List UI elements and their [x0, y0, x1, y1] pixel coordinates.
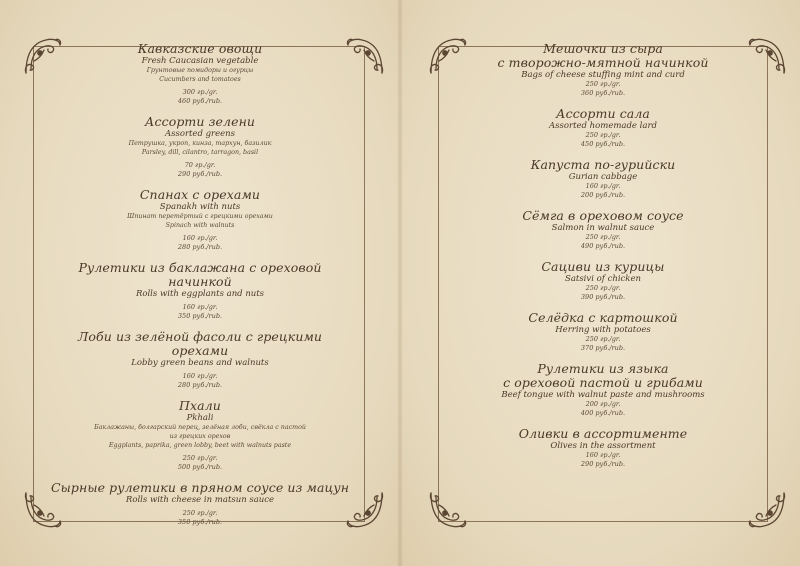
dish-price: 350 руб./rub.: [177, 518, 223, 526]
dish-price: 500 руб./rub.: [177, 463, 223, 471]
dish-title-ru: Ассорти зелени: [144, 114, 256, 129]
menu-item: [450, 260, 756, 302]
dish-title-en: Rolls with cheese in matsun sauce: [125, 495, 275, 505]
dish-title-en: Spanakh with nuts: [159, 202, 241, 212]
dish-title-en: Pkhali: [186, 413, 214, 423]
dish-description-ru: Грунтовые помидоры и огурцы: [146, 67, 254, 74]
dish-title-ru: Оливки в ассортименте: [518, 426, 688, 441]
dish-price: 370 руб./rub.: [580, 344, 626, 352]
dish-price: 400 руб./rub.: [580, 409, 626, 417]
dish-title-en: Assorted greens: [164, 129, 236, 139]
dish-title-ru: Сёмга в ореховом соусе: [522, 208, 684, 223]
dish-title-en: Rolls with eggplants and nuts: [135, 289, 265, 299]
dish-title-ru: Сырные рулетики в пряном соусе из мацун: [50, 480, 350, 495]
left-menu-list: [48, 42, 352, 536]
dish-price: 460 руб./rub.: [177, 97, 223, 105]
dish-description-ru: Шпинат перетёртый с грецкими орехами: [127, 213, 273, 220]
dish-title-ru: Кавказские овощи: [137, 41, 263, 56]
dish-weight: 250 гр./gr.: [585, 233, 621, 241]
dish-description-ru: Баклажаны, болгарский перец, зелёная лоби, свёкла с пастой: [94, 424, 306, 431]
dish-description-ru-line2: из грецких орехов: [169, 433, 231, 440]
dish-weight: 200 гр./gr.: [585, 400, 621, 408]
dish-title-en: Fresh Caucasian vegetable: [141, 56, 259, 66]
dish-weight: 70 гр./gr.: [184, 161, 216, 169]
dish-title-ru: Рулетики из языка: [537, 361, 669, 376]
page-fold: [397, 0, 403, 566]
dish-price: 350 руб./rub.: [177, 312, 223, 320]
dish-weight: 160 гр./gr.: [182, 372, 218, 380]
dish-price: 450 руб./rub.: [580, 140, 626, 148]
menu-item: [48, 261, 352, 321]
dish-weight: 300 гр./gr.: [182, 88, 218, 96]
dish-price: 360 руб./rub.: [580, 89, 626, 97]
corner-ornament-icon: [427, 489, 469, 531]
menu-item: [450, 107, 756, 149]
dish-weight: 160 гр./gr.: [585, 451, 621, 459]
dish-description-en: Cucumbers and tomatoes: [159, 76, 241, 83]
dish-title-ru: Пхали: [179, 398, 221, 413]
menu-item: [48, 42, 352, 106]
dish-description-ru: Петрушка, укроп, кинза, тархун, базилик: [128, 140, 272, 147]
dish-title-en: Gurian cabbage: [568, 172, 638, 182]
dish-title-ru: Селёдка с картошкой: [528, 310, 678, 325]
menu-item: [48, 330, 352, 390]
dish-title-ru: Мешочки из сыра: [543, 41, 663, 56]
dish-title-en: Lobby green beans and walnuts: [131, 358, 269, 368]
dish-title-en: Bags of cheese stuffing mint and curd: [521, 70, 685, 80]
dish-title-en: Salmon in walnut sauce: [551, 223, 655, 233]
dish-price: 290 руб./rub.: [580, 460, 626, 468]
dish-weight: 250 гр./gr.: [182, 509, 218, 517]
dish-weight: 250 гр./gr.: [585, 131, 621, 139]
dish-price: 390 руб./rub.: [580, 293, 626, 301]
dish-description-en: Eggplants, paprika, green lobby, beet with walnuts paste: [108, 442, 292, 449]
dish-weight: 250 гр./gr.: [585, 284, 621, 292]
dish-weight: 250 гр./gr.: [585, 335, 621, 343]
dish-title-ru: Капуста по-гурийски: [530, 157, 676, 172]
dish-price: 280 руб./rub.: [177, 381, 223, 389]
right-menu-list: [450, 42, 756, 478]
menu-item: [450, 209, 756, 251]
dish-title-en: Satsivi of chicken: [565, 274, 641, 284]
dish-title-ru-line2: с творожно-мятной начинкой: [497, 55, 709, 70]
menu-item: [450, 42, 756, 98]
dish-weight: 250 гр./gr.: [585, 80, 621, 88]
dish-title-en: Assorted homemade lard: [549, 121, 657, 131]
dish-description-en: Parsley, dill, cilantro, tarragon, basil: [141, 149, 259, 156]
dish-title-en: Beef tongue with walnut paste and mushrooms: [501, 390, 705, 400]
menu-item: [450, 427, 756, 469]
dish-title-ru: Сациви из курицы: [541, 259, 665, 274]
dish-price: 280 руб./rub.: [177, 243, 223, 251]
dish-title-ru: Ассорти сала: [556, 106, 650, 121]
dish-weight: 250 гр./gr.: [182, 454, 218, 462]
menu-item: [450, 311, 756, 353]
dish-weight: 160 гр./gr.: [585, 182, 621, 190]
corner-ornament-icon: [746, 489, 788, 531]
dish-title-ru-line2: с ореховой пастой и грибами: [503, 375, 703, 390]
dish-weight: 160 гр./gr.: [182, 303, 218, 311]
menu-item: [450, 158, 756, 200]
dish-title-ru: Спанах с орехами: [139, 187, 261, 202]
menu-item: [48, 481, 352, 527]
menu-item: [450, 362, 756, 418]
menu-item: [48, 399, 352, 472]
dish-price: 490 руб./rub.: [580, 242, 626, 250]
dish-title-ru: Лоби из зелёной фасоли с грецкими орехами: [77, 329, 323, 358]
dish-price: 200 руб./rub.: [580, 191, 626, 199]
dish-description-en: Spinach with walnuts: [165, 222, 235, 229]
menu-item: [48, 188, 352, 252]
dish-title-en: Herring with potatoes: [555, 325, 651, 335]
dish-price: 290 руб./rub.: [177, 170, 223, 178]
dish-weight: 160 гр./gr.: [182, 234, 218, 242]
dish-title-en: Olives in the assortment: [550, 441, 656, 451]
dish-title-ru: Рулетики из баклажана с ореховой начинкой: [78, 260, 322, 289]
menu-item: [48, 115, 352, 179]
